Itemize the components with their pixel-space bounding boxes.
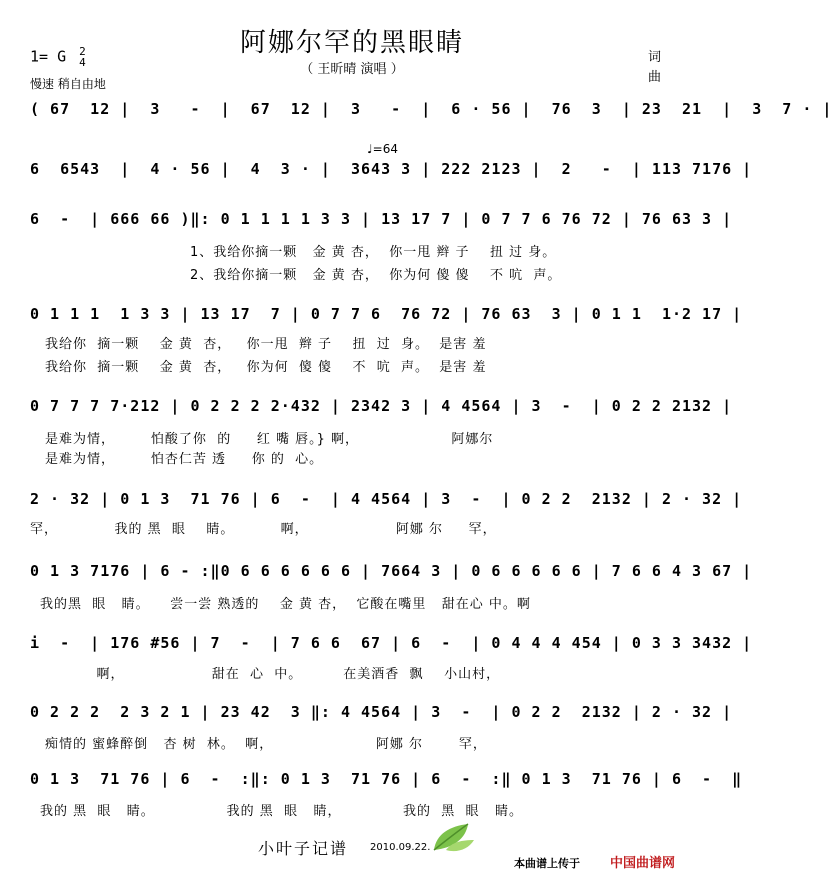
music-line-5 [30, 397, 733, 421]
notation: 2 · 32 | 0 1 3 71 76 | 6 - | 4 4564 | 3 - | 0 2 2 2132 | 2 · 32 | [30, 490, 743, 508]
transcription-date: 2010.09.22. [370, 842, 431, 853]
music-line-1 [30, 100, 832, 124]
notation: i - | 176 #56 | 7 - | 7 6 6 67 | 6 - | 0 4 4 4 454 | 0 3 3 3432 | [30, 634, 753, 652]
key-signature [30, 46, 86, 68]
notation: 6 6543 | 4 · 56 | 4 3 · | 3643 3 | 222 2123 | 2 - | 113 7176 | [30, 160, 753, 178]
notation: ( 67 12 | 3 - | 67 12 | 3 - | 6 · 56 | 76 3 | 23 21 | 3 7 · | [30, 100, 832, 118]
music-line-6 [30, 490, 743, 514]
transcriber-signature: 小叶子记谱 [258, 839, 349, 858]
time-top: 2 [79, 45, 86, 58]
time-signature [79, 46, 86, 68]
lyric-line: 我给你 摘一颗 金 黄 杏， 你一甩 辫 子 扭 过 身。 是害 羞 [45, 337, 487, 352]
lyric-line: 痴情的 蜜蜂醉倒 杏 树 林。 啊， 阿娜 尔 罕， [45, 737, 487, 752]
music-line-10 [30, 770, 743, 794]
lyric-line: 我的 黑 眼 睛。 我的 黑 眼 睛， 我的 黑 眼 睛。 [40, 804, 523, 819]
music-line-3 [30, 210, 733, 234]
score-subtitle: （ 王昕晴 演唱 ） [300, 62, 404, 77]
music-line-8 [30, 634, 753, 658]
lyric-line: 是难为情， 怕杏仁苦 透 你 的 心。 [45, 452, 324, 467]
lyric-line: 我的黑 眼 睛。 尝一尝 熟透的 金 黄 杏， 它酸在嘴里 甜在心 中。啊 [40, 597, 531, 612]
lyricist-label: 词 [648, 50, 662, 65]
lyric-line: 啊， 甜在 心 中。 在美酒香 飘 小山村， [40, 667, 501, 682]
lyric-line: 是难为情， 怕酸了你 的 红 嘴 唇。} 啊， 阿娜尔 [45, 432, 494, 447]
lyric-line: 我给你 摘一颗 金 黄 杏， 你为何 傻 傻 不 吭 声。 是害 羞 [45, 360, 487, 375]
music-line-4 [30, 305, 743, 329]
lyric-line: 罕， 我的 黑 眼 睛。 啊， 阿娜 尔 罕， [30, 522, 497, 537]
notation: 0 1 3 7176 | 6 - :‖0 6 6 6 6 6 6 | 7664 3 | 0 6 6 6 6 6 | 7 6 6 4 3 67 | [30, 562, 753, 580]
site-brand[interactable]: 中国曲谱网 [610, 856, 676, 871]
time-bottom: 4 [79, 56, 86, 69]
notation: 0 2 2 2 2 3 2 1 | 23 42 3 ‖: 4 4564 | 3 - | 0 2 2 2132 | 2 · 32 | [30, 703, 733, 721]
score-title: 阿娜尔罕的黑眼睛 [239, 28, 464, 58]
music-line-9 [30, 703, 733, 727]
music-line-2 [30, 160, 753, 184]
lyric-line: 1、我给你摘一颗 金 黄 杏， 你一甩 辫 子 扭 过 身。 [190, 245, 557, 260]
upload-notice: 本曲谱上传于 [514, 857, 580, 870]
music-line-7 [30, 562, 753, 586]
key-label: 1= G [30, 47, 67, 66]
lyric-line: 2、我给你摘一颗 金 黄 杏， 你为何 傻 傻 不 吭 声。 [190, 268, 562, 283]
tempo-marking: 慢速 稍自由地 [30, 77, 106, 91]
notation: 0 1 1 1 1 3 3 | 13 17 7 | 0 7 7 6 76 72 | 76 63 3 | 0 1 1 1·2 17 | [30, 305, 743, 323]
notation: 6 - | 666 66 )‖: 0 1 1 1 1 3 3 | 13 17 7 | 0 7 7 6 76 72 | 76 63 3 | [30, 210, 733, 228]
composer-label: 曲 [648, 70, 662, 85]
notation: 0 7 7 7 7·212 | 0 2 2 2 2·432 | 2342 3 | 4 4564 | 3 - | 0 2 2 2132 | [30, 397, 733, 415]
leaf-icon [428, 820, 476, 854]
metronome-mark: ♩=64 [367, 142, 398, 156]
notation: 0 1 3 71 76 | 6 - :‖: 0 1 3 71 76 | 6 - :‖ 0 1 3 71 76 | 6 - ‖ [30, 770, 743, 788]
